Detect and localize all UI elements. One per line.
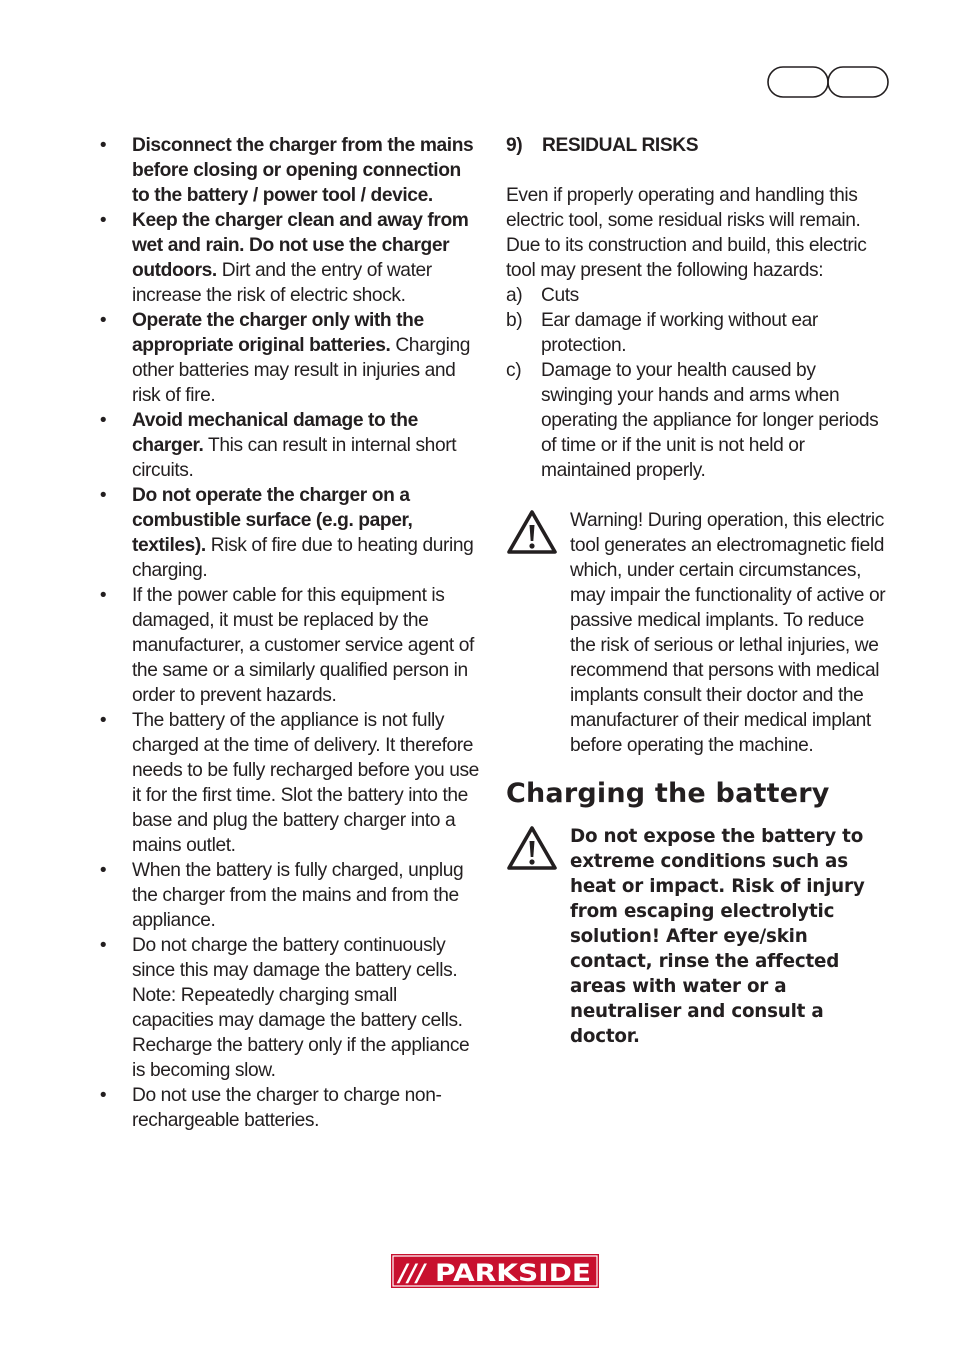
bullet-dot-icon: • — [99, 935, 107, 956]
section-title: RESIDUAL RISKS — [542, 135, 699, 156]
hazard-item — [506, 358, 891, 483]
bullet-dot-icon: • — [99, 860, 107, 881]
bullet-text: Risk of fire due to heating during charging. — [132, 535, 474, 581]
hazard-item — [506, 308, 891, 358]
hazard-text: Cuts — [541, 285, 579, 306]
battery-warning — [506, 824, 891, 1049]
bullet-text: When the battery is fully charged, unplug the charger from the mains and from the appliance. — [132, 860, 464, 931]
bullet-text: Charging other batteries may result in injuries and risk of fire. — [132, 335, 471, 406]
bullet-bold-text: Do not operate the charger on a combustible surface (e.g. paper, textiles). — [132, 485, 413, 556]
logo-stripes: /// — [399, 1259, 426, 1287]
bullet-text: Do not use the charger to charge non-rechargeable batteries. — [132, 1085, 442, 1131]
right-column — [506, 133, 891, 1049]
bullet-item — [97, 208, 481, 308]
charging-heading: Charging the battery — [506, 778, 830, 809]
bullet-dot-icon: • — [99, 1085, 107, 1106]
parkside-logo — [391, 1254, 599, 1288]
safety-bullet-list — [97, 133, 481, 1133]
bullet-item — [97, 1083, 481, 1133]
residual-intro: Even if properly operating and handling this electric tool, some residual risks will remain. Due to its construction and build, this electric tool may present the following hazards: — [506, 185, 867, 281]
bullet-dot-icon: • — [99, 485, 107, 506]
bullet-item — [97, 933, 481, 1083]
section-heading — [506, 133, 891, 158]
bullet-bold-text: Avoid mechanical damage to the charger. — [132, 410, 418, 456]
hazard-text: Ear damage if working without ear protection. — [541, 310, 818, 356]
bullet-text: The battery of the appliance is not fully charged at the time of delivery. It therefore needs to be fully recharged before you use it for the first time. Slot the battery into the base and plug the battery charger into a mains outlet. — [132, 710, 479, 856]
bullet-bold-text: Keep the charger clean and away from wet and rain. Do not use the charger outdoors. — [132, 210, 469, 281]
bullet-text: Do not charge the battery continuously since this may damage the battery cells. Note: Repeatedly charging small capacities may damage the battery cells. Recharge the battery only if the appliance is becoming slow. — [132, 935, 470, 1081]
emf-warning-text: Warning! During operation, this electric tool generates an electromagnetic field which, under certain circumstances, may impair the functionality of active or passive medical implants. To reduce the risk of serious or lethal injuries, we recommend that persons with medical implants consult their doctor and the manufacturer of their medical implant before operating the machine. — [570, 510, 886, 756]
battery-warning-text: Do not expose the battery to extreme conditions such as heat or impact. Risk of injury from escaping electrolytic solution! After eye/skin contact, rinse the affected areas with water or a neutraliser and consult a doctor. — [570, 826, 865, 1047]
bullet-dot-icon: • — [99, 310, 107, 331]
bullet-item — [97, 708, 481, 858]
hazard-list — [506, 283, 891, 483]
logo-text: PARKSIDE — [435, 1259, 591, 1287]
bullet-dot-icon: • — [99, 210, 107, 231]
bullet-dot-icon: • — [99, 410, 107, 431]
bullet-item — [97, 408, 481, 483]
bullet-text: This can result in internal short circuits. — [132, 435, 457, 481]
bullet-item — [97, 583, 481, 708]
emf-warning — [506, 508, 891, 758]
hazard-text: Damage to your health caused by swinging your hands and arms when operating the appliance for longer periods of time or if the unit is not held or maintained properly. — [541, 360, 879, 481]
bullet-dot-icon: • — [99, 710, 107, 731]
bullet-item — [97, 308, 481, 408]
bullet-item — [97, 483, 481, 583]
bullet-text: Dirt and the entry of water increase the risk of electric shock. — [132, 260, 432, 306]
bullet-bold-text: Disconnect the charger from the mains before closing or opening connection to the battery / power tool / device. — [132, 135, 474, 206]
bullet-dot-icon: • — [99, 585, 107, 606]
bullet-item — [97, 858, 481, 933]
hazard-item — [506, 283, 891, 308]
language-badge — [767, 66, 889, 98]
left-column — [97, 133, 481, 1133]
bullet-text: If the power cable for this equipment is damaged, it must be replaced by the manufacturer, a customer service agent of the same or a similarly qualified person in order to prevent hazards. — [132, 585, 474, 706]
warning-triangle-icon — [506, 824, 558, 872]
hazard-label: c) — [506, 360, 522, 381]
bullet-bold-text: Operate the charger only with the appropriate original batteries. — [132, 310, 424, 356]
bullet-dot-icon: • — [99, 135, 107, 156]
hazard-label: b) — [506, 310, 523, 331]
section-number: 9) — [506, 135, 523, 156]
warning-triangle-icon — [506, 508, 558, 556]
hazard-label: a) — [506, 285, 523, 306]
bullet-item — [97, 133, 481, 208]
